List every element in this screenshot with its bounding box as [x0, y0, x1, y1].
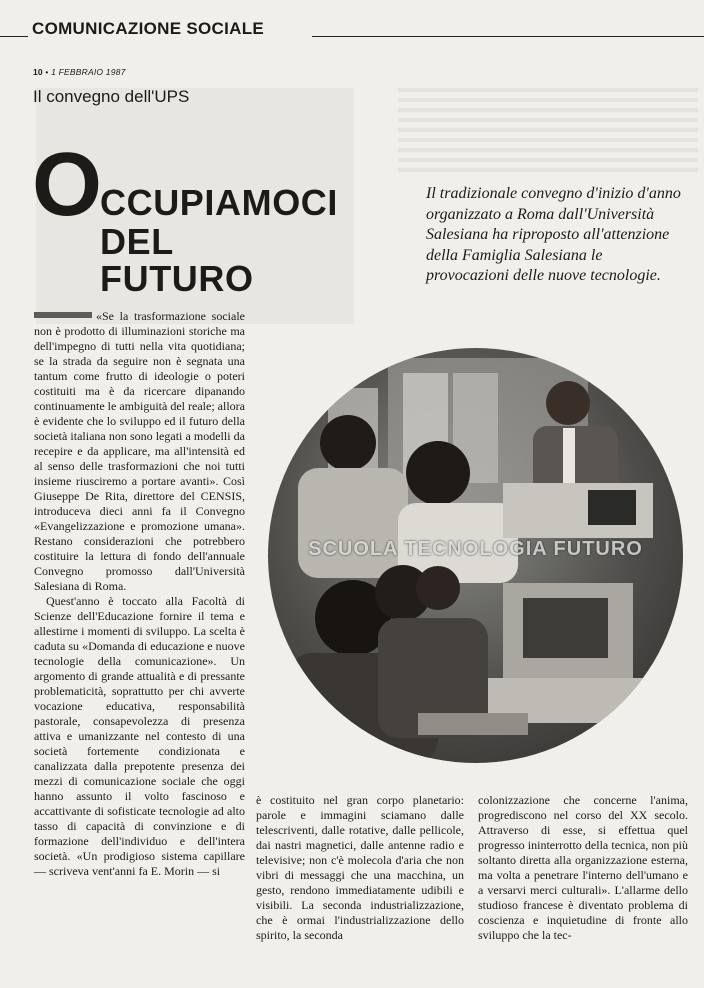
body-column-3 [478, 793, 688, 943]
body-paragraph: colonizzazione che concerne l'anima, progrediscono nel corso del XX secolo. Attraverso di esse, si effettua quel progresso ininterrotto della tecnica, non più soltanto diretta alla organizzazione esterna, ma volta a penetrare l'interno dell'umano e a versarvi merci culturali». L'allarme dello studioso francese è diventato problema di coscienza e inquietudine di fronte allo sviluppo che la tec- [478, 793, 688, 942]
section-rule-left [0, 36, 28, 37]
body-paragraph: Quest'anno è toccato alla Facoltà di Scienze dell'Educazione fornire il tema e allestirne i momenti di sviluppo. La scelta è caduta su «Domanda di educazione e nuove tecnologie della comunicazione». Un argomento di grande attualità e di pressante problematicità, soprattutto per chi avverte vocazione educativa, responsabilità pastorale, consapevolezza di presenza attiva e umanizzante nel contesto di una società fortemente condizionata e canalizzata dalla prepotente presenza dei mezzi di comunicazione sociale che oggi hanno assunto il volto fascinoso e accattivante di sofisticate tecnologie ad alto tasso di capacità di convinzione e di formazione dell'individuo e dell'intera società. «Un prodigioso sistema capillare — scriveva vent'anni fa E. Morin — si [34, 594, 245, 878]
paragraph-text: «Se la trasformazione sociale non è prodotto di illuminazioni storiche ma dell'impegno di tutti nella vita quotidiana; se la strada da seguire non è segnata una tantum come frutto di ideologie o poteri costituiti ma è da ricercare dipanando continuamente le ambiguità del reale; allora è evidente che lo sviluppo ed il futuro della società italiana non sono legati a modelli da recepire e da applicare, ma all'intensità ed al senso delle trasformazioni che noi tutti insieme riusciremo a portare avanti». Così Giuseppe De Rita, direttore del CENSIS, introduceva dieci anni fa il Convegno «Evangelizzazione e promozione umana». Restano considerazioni che potrebbero costituire la lettura di fondo dell'annuale Convegno promosso dall'Università Salesiana di Roma. [34, 309, 245, 593]
classroom-photo [268, 348, 683, 763]
show-through-lines [398, 88, 698, 178]
body-column-1 [34, 309, 245, 879]
paragraph-marker [34, 312, 92, 318]
photo-banner-text: SCUOLA TECNOLOGIA FUTURO [308, 538, 643, 560]
section-title: COMUNICAZIONE SOCIALE [32, 19, 265, 38]
article-kicker: Il convegno dell'UPS [33, 87, 190, 106]
page-number: 10 [33, 67, 43, 77]
title-line-2: DEL [100, 221, 174, 262]
section-rule-right [312, 36, 704, 37]
issue-date: 1 FEBBRAIO 1987 [51, 67, 126, 77]
date-separator: • [45, 67, 49, 77]
title-line-3: FUTURO [100, 258, 254, 299]
body-paragraph: è costituito nel gran corpo planetario: parole e immagini sciamano dalle telescriventi, dalle rotative, dalle pellicole, dai nastri magnetici, dalle antenne radio e televisive; non c'è molecola d'aria che non vibri di messaggi che una macchina, un gesto, rendono immediatamente udibili e visibili. La seconda industrializzazione, che è ormai l'industrializzazione dello spirito, la seconda [256, 793, 464, 942]
article-lead: Il tradizionale convegno d'inizio d'anno organizzato a Roma dall'Università Salesiana ha riproposto all'attenzione della Famiglia Salesiana le provocazioni delle nuove tecnologie. [426, 185, 681, 284]
page-date-line [33, 67, 126, 77]
body-column-2 [256, 793, 464, 943]
body-paragraph [34, 309, 245, 594]
title-drop-initial: O [32, 135, 103, 235]
title-line-1: CCUPIAMOCI [100, 182, 338, 223]
